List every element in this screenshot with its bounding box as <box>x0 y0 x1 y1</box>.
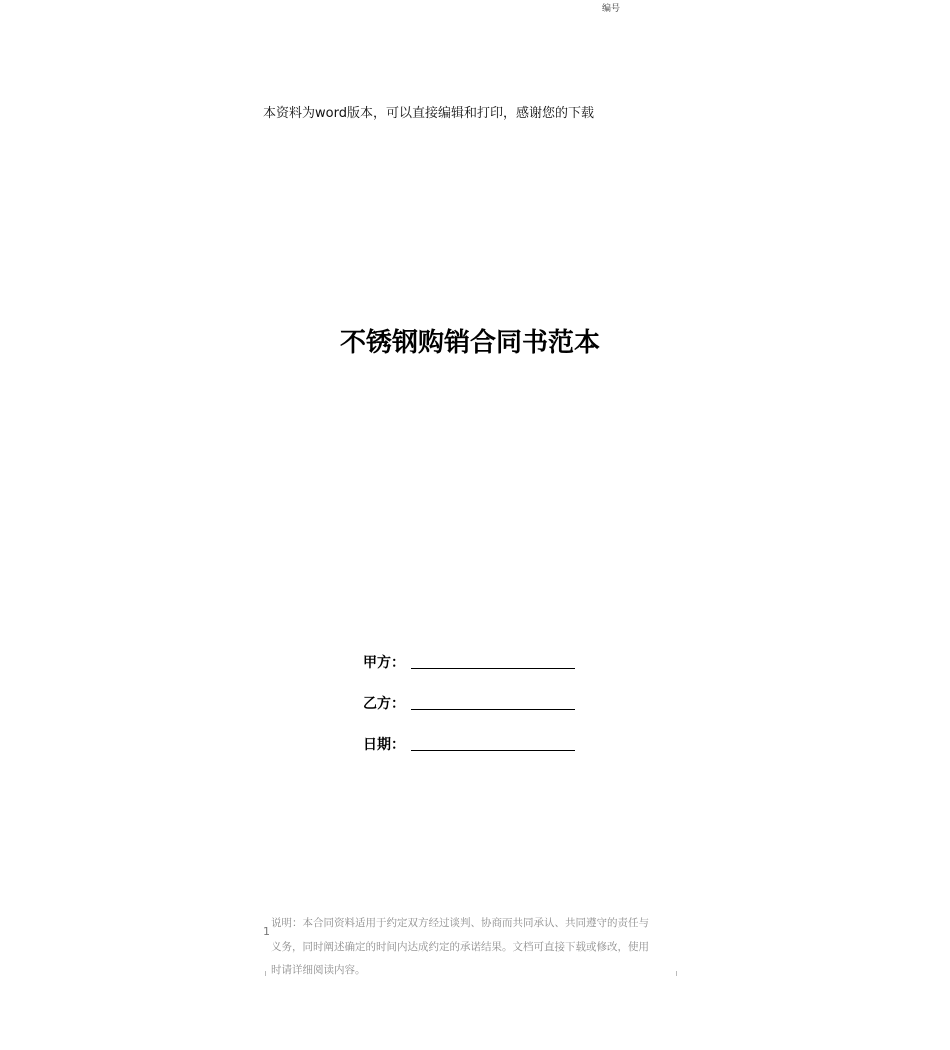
intro-notice: 本资料为word版本，可以直接编辑和打印，感谢您的下载 <box>263 106 594 121</box>
corner-mark-left <box>265 971 266 976</box>
corner-mark-right <box>676 971 677 976</box>
field-date <box>363 734 575 754</box>
usage-note: 说明：本合同资料适用于约定双方经过谈判、协商而共同承认、共同遵守的责任与义务，同时阐述确定的时间内达成约定的承诺结果。文档可直接下载或修改，使用时请详细阅读内容。 <box>271 917 649 976</box>
note-marker: 1 <box>263 925 270 938</box>
field-blank-date[interactable] <box>411 736 575 751</box>
field-party-b <box>363 693 575 713</box>
document-title: 不锈钢购销合同书范本 <box>339 328 600 358</box>
field-blank-party-b[interactable] <box>411 695 575 710</box>
field-label-party-b: 乙方： <box>363 696 405 712</box>
field-blank-party-a[interactable] <box>411 654 575 669</box>
field-party-a <box>363 652 575 672</box>
field-label-date: 日期： <box>363 737 405 753</box>
signature-fields <box>363 652 575 775</box>
field-label-party-a: 甲方： <box>363 655 405 671</box>
document-number-label: 编号 <box>602 4 621 14</box>
